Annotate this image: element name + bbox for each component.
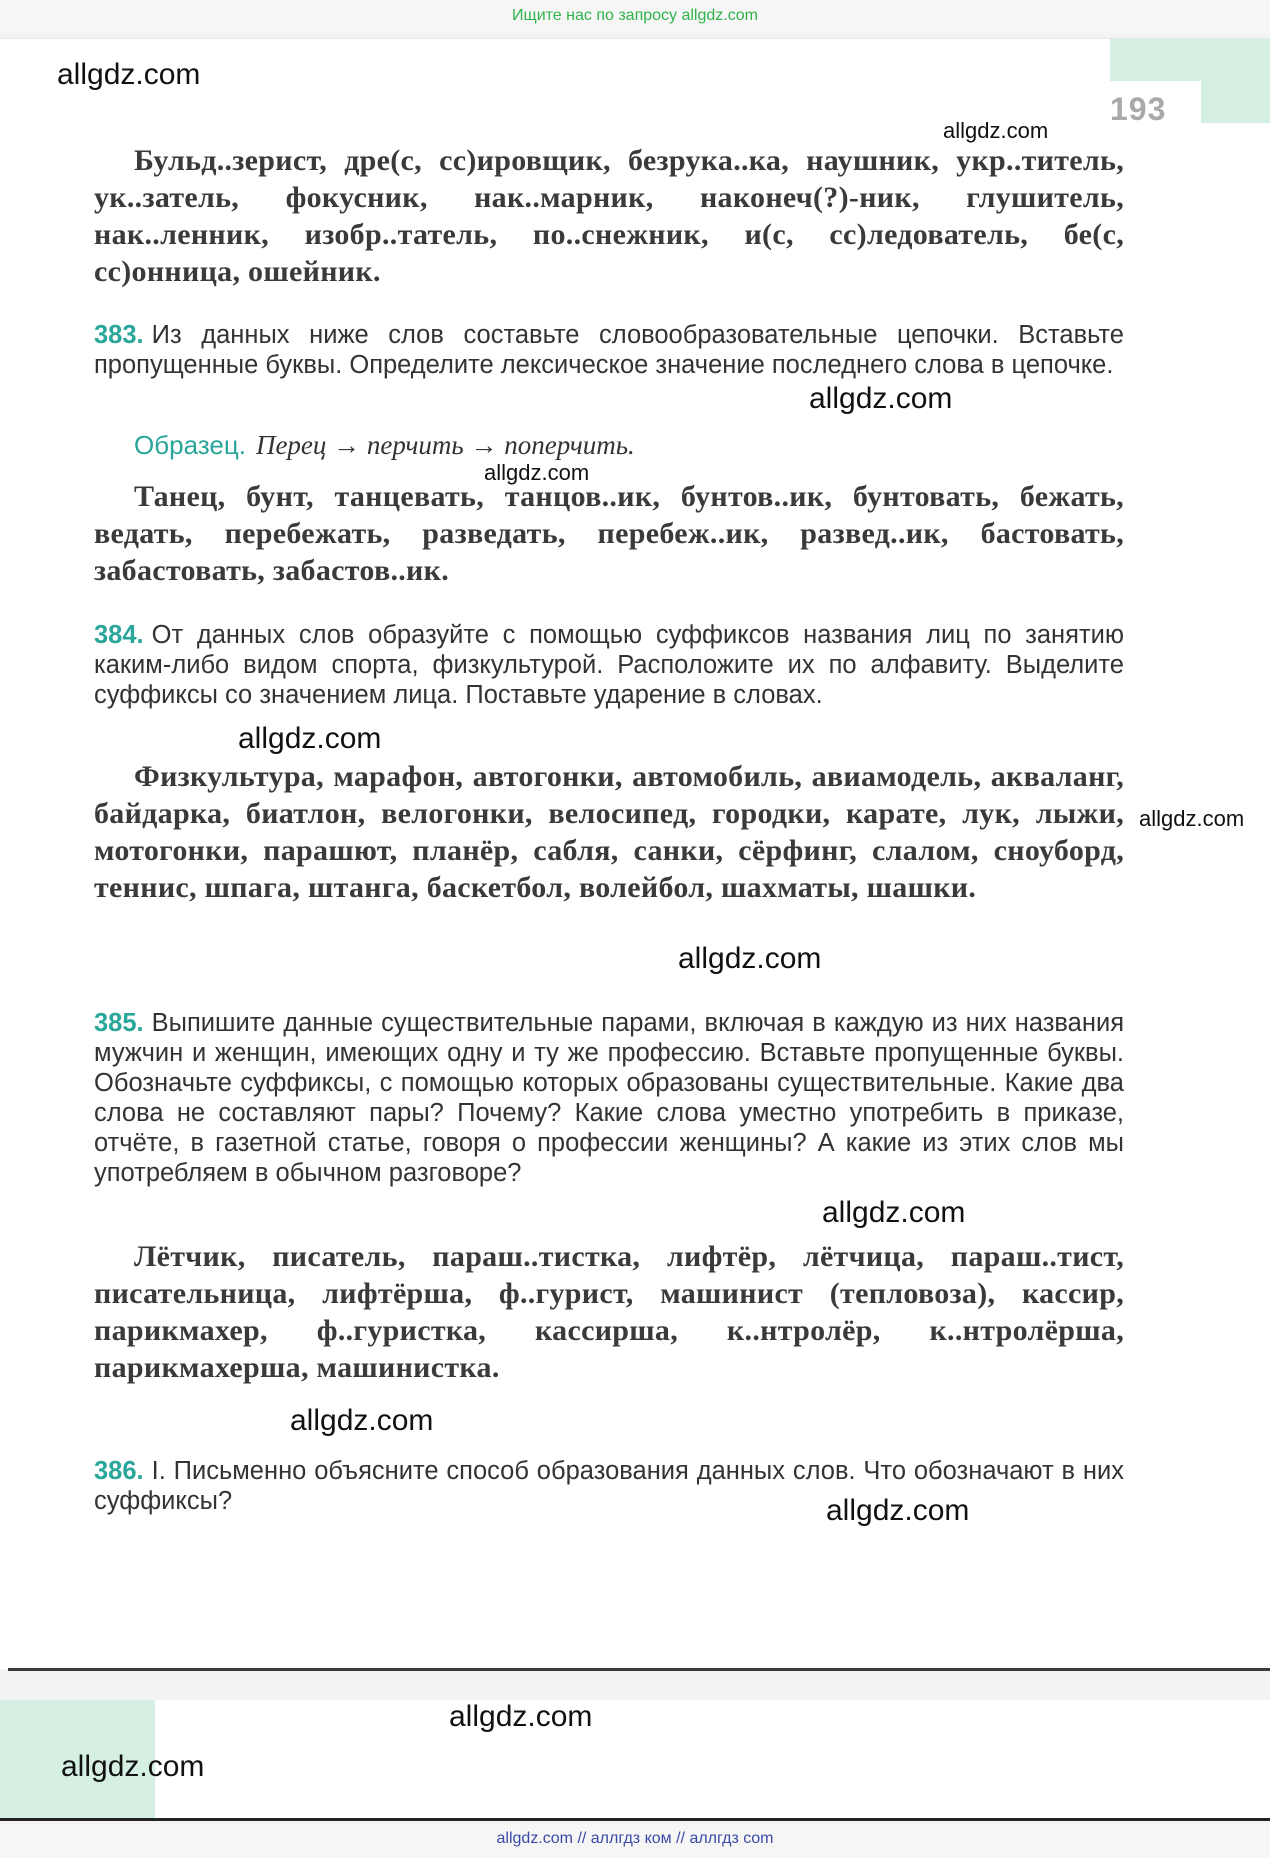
exercise-number: 386. [94, 1457, 144, 1485]
top-banner[interactable] [0, 0, 1270, 34]
exercise-384-words: Физкультура, марафон, автогонки, автомобиль, авиамодель, акваланг, байдарка, биатлон, велогонки, велосипед, городки, карате, лук, лыжи, мотогонки, парашют, планёр, сабля, санки, сёрфинг, слалом, сноуборд, теннис, шпага, штанга, баскетбол, волейбол, шахматы, шашки. [94, 760, 1124, 904]
intro-word-list: Бульд..зерист, дре(с, сс)ировщик, безрука..ка, наушник, укр..титель, ук..затель, фокусник, нак..марник, наконеч(?)-ник, глушитель, нак..ленник, изобр..татель, по..снежник, и(с, сс)ледователь, бе(с, сс)онница, ошейник. [94, 144, 1124, 288]
watermark: allgdz.com [61, 1750, 205, 1783]
exercise-number: 383. [94, 321, 144, 349]
footer-divider [0, 1818, 1270, 1821]
exercise-383-words: Танец, бунт, танцевать, танцов..ик, бунтов..ик, бунтовать, бежать, ведать, перебежать, разведать, перебеж..ик, развед..ик, бастовать, забастовать, забастов..ик. [94, 480, 1124, 587]
exercise-383-task: 383. Из данных ниже слов составьте словообразовательные цепочки. Вставьте пропущенные буквы. Определите лексическое значение последнего слова в цепочке. [94, 321, 1124, 379]
exercise-number: 384. [94, 621, 144, 649]
footer-text[interactable]: allgdz.com // аллгдз ком // аллгдз com [496, 1830, 774, 1847]
watermark: allgdz.com [57, 58, 201, 91]
watermark: allgdz.com [484, 460, 590, 485]
page-number: 193 [1110, 91, 1167, 127]
watermark: allgdz.com [290, 1404, 434, 1437]
sample-label: Образец. [134, 430, 246, 460]
watermark: allgdz.com [238, 722, 382, 755]
watermark: allgdz.com [1139, 806, 1245, 831]
watermark: allgdz.com [809, 382, 953, 415]
watermark: allgdz.com [678, 942, 822, 975]
exercise-384-task: 384. От данных слов образуйте с помощью суффиксов названия лиц по занятию каким-либо видом спорта, физкультурой. Расположите их по алфавиту. Выделите суффиксы со значением лица. Поставьте ударение в словах. [94, 621, 1124, 709]
watermark: allgdz.com [826, 1494, 970, 1527]
page-bottom-divider [8, 1668, 1270, 1671]
exercise-386-task: 386. I. Письменно объясните способ образования данных слов. Что обозначают в них суффиксы? [94, 1457, 1124, 1515]
sample-text: Перец → перчить → поперчить. [255, 430, 635, 460]
watermark: allgdz.com [943, 118, 1049, 143]
exercise-number: 385. [94, 1009, 144, 1037]
footer-links[interactable] [0, 1824, 1270, 1858]
exercise-385-task: 385. Выпишите данные существительные парами, включая в каждую из них названия мужчин и женщин, имеющих одну и ту же профессию. Вставьте пропущенные буквы. Обозначьте суффиксы, с помощью которых образованы существительные. Какие два слова не составляют пары? Почему? Какие слова уместно употребить в приказе, отчёте, в газетной статье, говоря о профессии женщины? А какие из этих слов мы употребляем в обычном разговоре? [94, 1009, 1124, 1187]
exercise-383-sample [134, 430, 635, 461]
top-banner-text[interactable]: Ищите нас по запросу allgdz.com [512, 7, 758, 24]
exercise-385-words: Лётчик, писатель, параш..тистка, лифтёр, лётчица, параш..тист, писательница, лифтёрша, ф..гурист, машинист (тепловоза), кассир, парикмахер, ф..гуристка, кассирша, к..нтролёр, к..нтролёрша, парикмахерша, машинистка. [94, 1240, 1124, 1384]
watermark: allgdz.com [822, 1196, 966, 1229]
watermark: allgdz.com [449, 1700, 593, 1733]
